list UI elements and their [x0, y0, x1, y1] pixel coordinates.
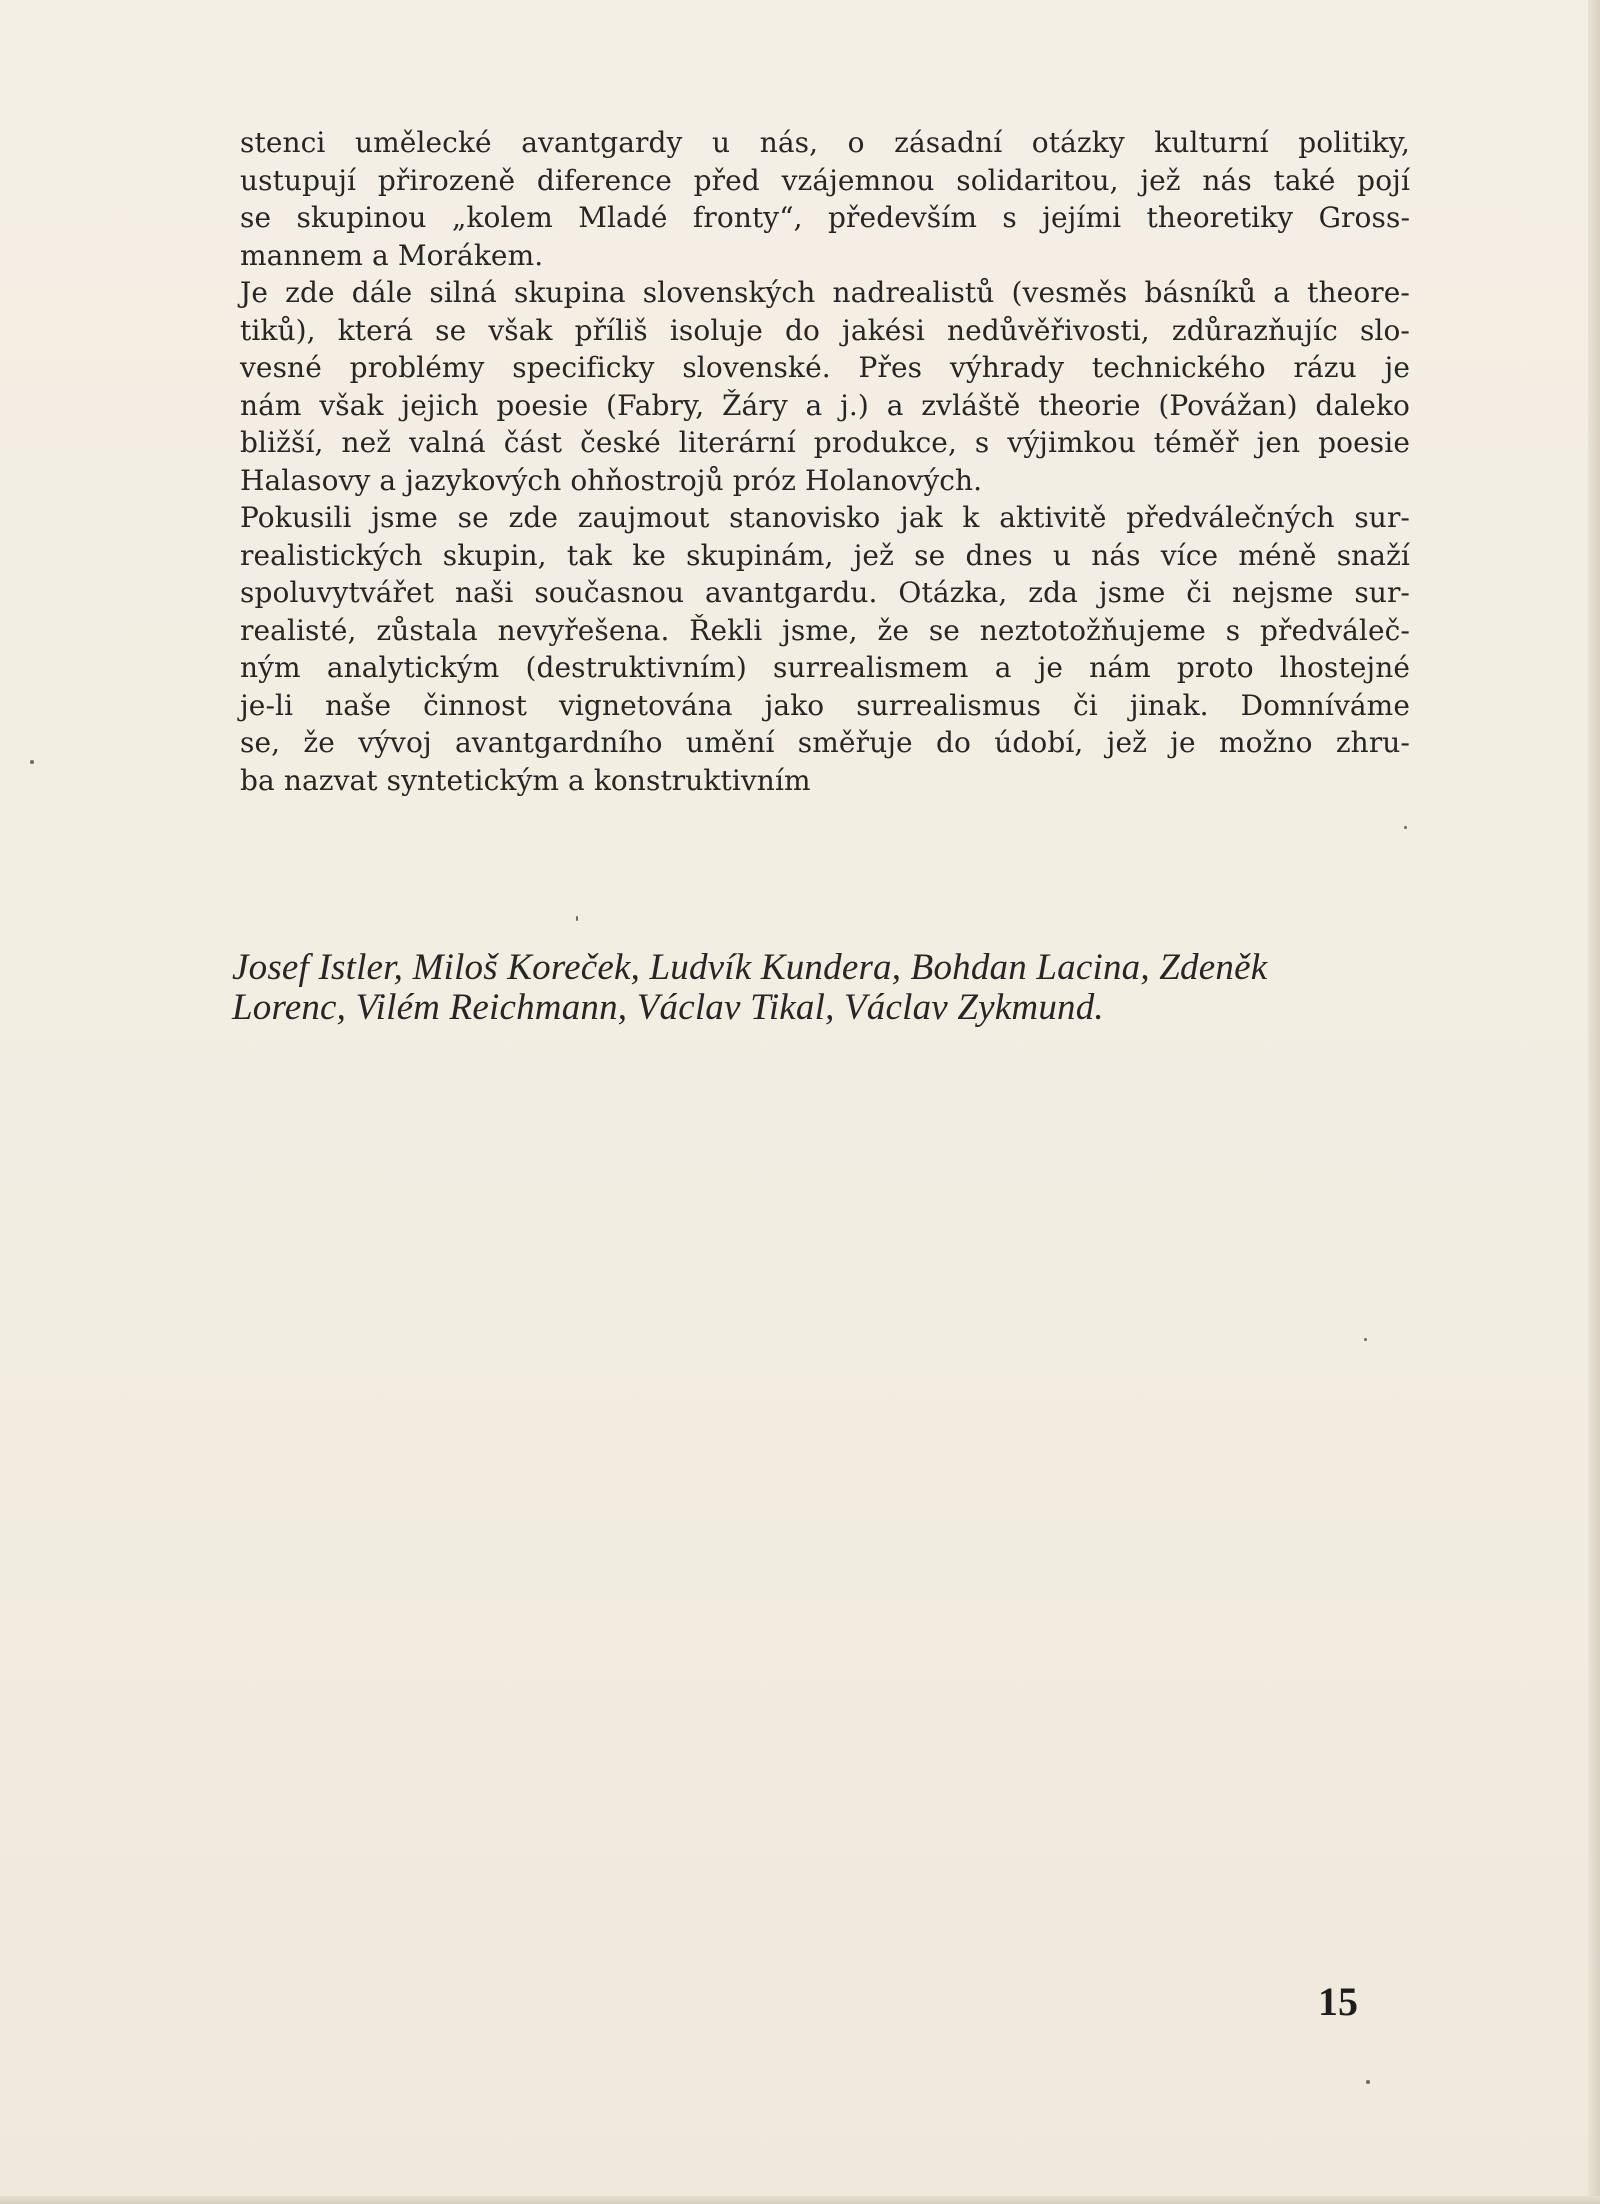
page-number: 15 — [1318, 1979, 1358, 2024]
signature-line: Lorenc, Vilém Reichmann, Václav Tikal, Václav Zykmund. — [232, 987, 1104, 1028]
body-line: Je zde dále silná skupina slovenských nadrealistů (vesměs básníků a theore- — [240, 276, 1410, 309]
body-line: se, že vývoj avantgardního umění směřuje do údobí, jež je možno zhru- — [240, 726, 1410, 759]
body-line: se skupinou „kolem Mladé fronty“, především s jejími theoretiky Gross- — [240, 201, 1410, 234]
body-text — [240, 124, 1410, 799]
body-line: je-li naše činnost vignetována jako surrealismus či jinak. Domníváme — [240, 688, 1410, 722]
paper-speck — [1366, 2080, 1370, 2084]
body-line: mannem a Morákem. — [240, 238, 544, 272]
body-line: realistických skupin, tak ke skupinám, jež se dnes u nás více méně snaží — [240, 538, 1410, 572]
body-line: spoluvytvářet naši současnou avantgardu. Otázka, zda jsme či nejsme sur- — [240, 576, 1410, 609]
paper-speck — [1364, 1338, 1367, 1341]
body-line: nám však jejich poesie (Fabry, Žáry a j.) a zvláště theorie (Povážan) daleko — [240, 388, 1410, 422]
paper-speck — [576, 916, 578, 921]
signatures — [232, 948, 1412, 1028]
signature-line: Josef Istler, Miloš Koreček, Ludvík Kundera, Bohdan Lacina, Zdeněk — [232, 947, 1268, 988]
body-line: bližší, než valná část české literární produkce, s výjimkou téměř jen poesie — [240, 426, 1410, 459]
body-line: Pokusili jsme se zde zaujmout stanovisko jak k aktivitě předválečných sur- — [240, 501, 1410, 534]
body-line: tiků), která se však příliš isoluje do jakési nedůvěřivosti, zdůrazňujíc slo- — [240, 313, 1410, 347]
body-line: realisté, zůstala nevyřešena. Řekli jsme, že se neztotožňujeme s předváleč- — [240, 613, 1410, 647]
body-line: ným analytickým (destruktivním) surrealismem a je nám proto lhostejné — [240, 651, 1410, 684]
body-line: ustupují přirozeně diference před vzájemnou solidaritou, jež nás také pojí — [240, 163, 1410, 197]
body-line: vesné problémy specificky slovenské. Přes výhrady technického rázu je — [240, 351, 1410, 384]
page-edge-bottom — [0, 2196, 1600, 2204]
paper-speck — [30, 760, 34, 764]
body-line: ba nazvat syntetickým a konstruktivním — [240, 763, 811, 797]
page-edge-right — [1588, 0, 1600, 2204]
body-line: stenci umělecké avantgardy u nás, o zásadní otázky kulturní politiky, — [240, 126, 1410, 159]
paper-speck — [1404, 826, 1407, 829]
body-line: Halasovy a jazykových ohňostrojů próz Holanových. — [240, 463, 983, 497]
